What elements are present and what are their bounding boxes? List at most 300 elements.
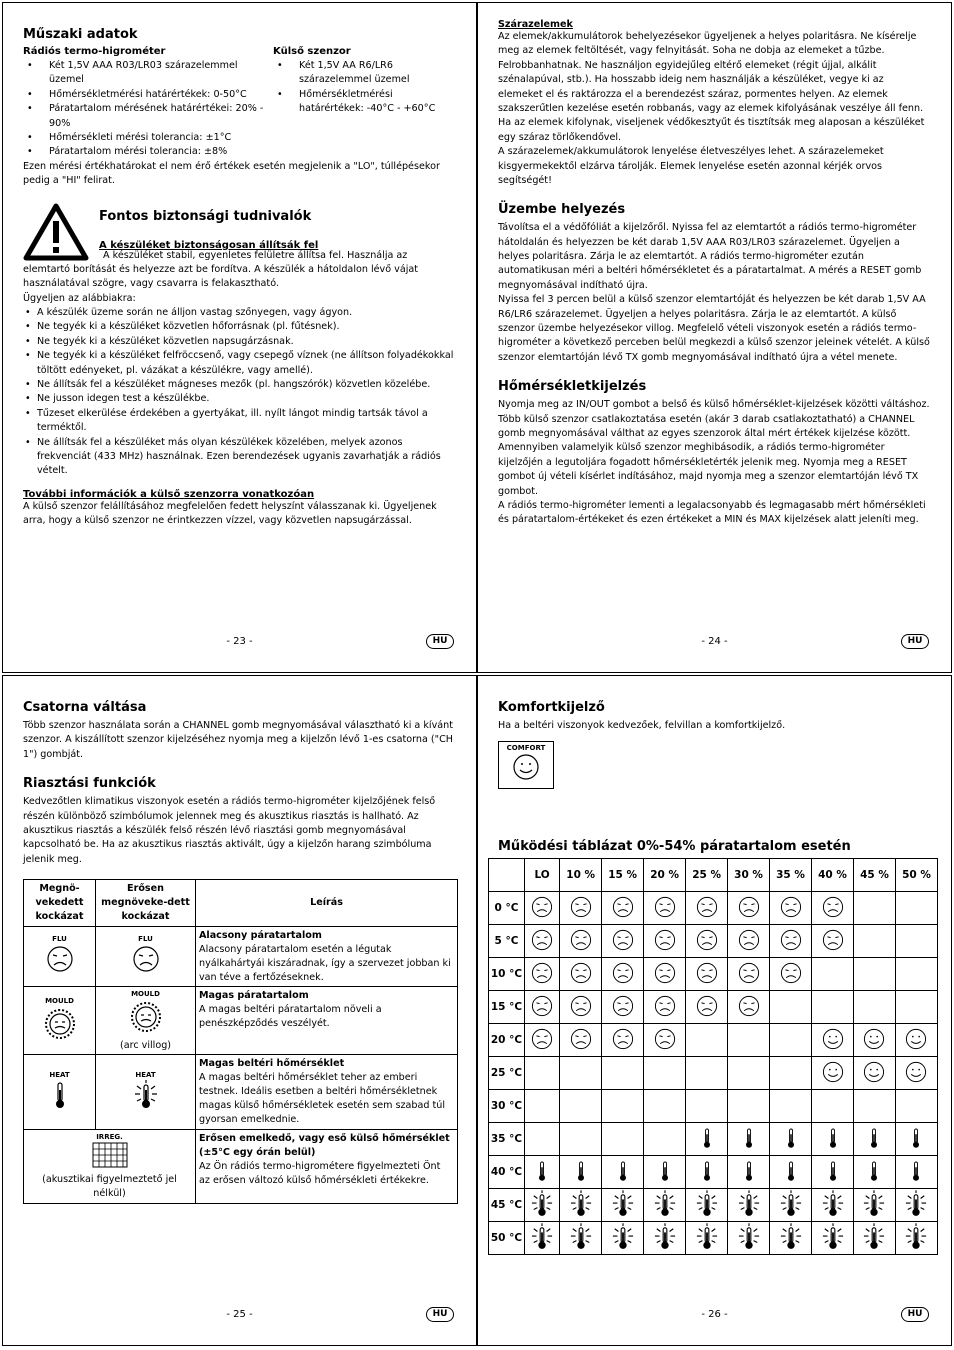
corner-cell xyxy=(489,859,525,892)
thermometer-icon xyxy=(48,1080,72,1110)
table-cell xyxy=(525,1024,560,1057)
table-cell xyxy=(644,1090,686,1123)
table-cell xyxy=(686,1222,728,1255)
list-item: • Két 1,5V AA R6/LR6 szárazelemmel üzemel xyxy=(273,59,456,88)
mould-note: (arc villog) xyxy=(119,1039,172,1051)
humidity-col-header: 25 % xyxy=(686,859,728,892)
thermometer-icon xyxy=(533,1158,551,1184)
row-text: Alacsony páratartalom esetén a légutak nyálkahártyái kiszáradnak, így a szervezet jobban ki van téve a fertőzéseknek. xyxy=(199,943,451,983)
alarm-table xyxy=(23,879,458,1204)
thermometer-rays-icon xyxy=(905,1223,927,1251)
flu-label: FLU xyxy=(138,935,153,944)
thermometer-icon xyxy=(698,1125,716,1151)
table-cell xyxy=(895,958,937,991)
list-item: • Ne tegyék ki a készüléket felfröccsenő, vagy csepegő víznek (ne állítson folyadékokkal töltött edényeket, pl. vázákat a készülékre, vagy amellé). xyxy=(23,349,456,378)
temperature-row-header: 30 °C xyxy=(489,1090,525,1123)
page-footer xyxy=(3,634,476,650)
row-title: Alacsony páratartalom xyxy=(199,929,322,941)
table-cell xyxy=(560,1057,602,1090)
comfort-label: COMFORT xyxy=(506,744,546,753)
receiver-specs xyxy=(23,46,267,160)
table-cell xyxy=(525,1189,560,1222)
table-cell xyxy=(602,1222,644,1255)
col-description: Leírás xyxy=(196,880,458,927)
row-text: A magas beltéri hőmérséklet teher az emberi testnek. Ideális esetben a beltéri hőmérsékletnek magas külső hőmérsékletek esetén sem szabad túl gyorsan emelkednie. xyxy=(199,1072,446,1126)
humidity-col-header: 40 % xyxy=(812,859,854,892)
thermometer-icon xyxy=(907,1158,925,1184)
table-cell xyxy=(602,1024,644,1057)
smiling-face-icon xyxy=(904,1060,928,1084)
thermometer-icon xyxy=(824,1158,842,1184)
sad-face-icon xyxy=(653,994,677,1018)
table-cell xyxy=(560,1090,602,1123)
table-row xyxy=(489,892,938,925)
safety-title: Fontos biztonsági tudnivalók xyxy=(99,208,312,224)
temperature-row-header: 0 °C xyxy=(489,892,525,925)
table-cell xyxy=(770,1090,812,1123)
thermometer-rays-icon xyxy=(822,1223,844,1251)
table-cell xyxy=(895,1057,937,1090)
sad-face-icon xyxy=(530,961,554,985)
thermometer-rays-icon xyxy=(531,1223,553,1251)
list-item: • Ne állítsák fel a készüléket mágneses mezők (pl. hangszórók) közvetlen közelébe. xyxy=(23,378,456,392)
batteries-subheading: Szárazelemek xyxy=(498,19,573,30)
page-number: - 24 - xyxy=(701,636,728,647)
table-cell xyxy=(686,958,728,991)
smiling-face-icon xyxy=(821,1027,845,1051)
sad-face-icon xyxy=(569,994,593,1018)
sad-face-icon xyxy=(530,994,554,1018)
grid-icon xyxy=(92,1142,128,1168)
irreg-note: (akusztikai figyelmeztető jel nélkül) xyxy=(42,1174,177,1199)
table-cell xyxy=(686,1057,728,1090)
sad-face-icon xyxy=(653,961,677,985)
table-cell xyxy=(644,991,686,1024)
temperature-row-header: 25 °C xyxy=(489,1057,525,1090)
table-cell xyxy=(812,1057,854,1090)
list-item: • A készülék üzeme során ne álljon vastag szőnyegen, vagy ágyon. xyxy=(23,306,456,320)
table-cell xyxy=(812,1156,854,1189)
table-cell xyxy=(560,1222,602,1255)
heat-label: HEAT xyxy=(135,1070,156,1079)
table-cell xyxy=(812,1024,854,1057)
table-cell xyxy=(644,1189,686,1222)
table-cell xyxy=(644,925,686,958)
receiver-spec-list xyxy=(23,59,267,160)
thermometer-icon xyxy=(614,1158,632,1184)
table-cell xyxy=(812,1189,854,1222)
startup-title: Üzembe helyezés xyxy=(498,202,626,218)
page-footer xyxy=(478,634,951,650)
startup-text-2: Nyissa fel 3 percen belül a külső szenzor elemtartóját és helyezzen be két darab 1,5V AA R6/LR6 szárazelemet. Ügyeljen a helyes polaritásra. Zárja le az elemtartót. A külső szenzor üzembe helyezésekor villog. Megfelelő vételi viszonyok esetén a rádiós termo-higrométer a következő perceben belül megkezdi a külső szenzor jeleinek vételét. A külső szenzor elemtartóján lévő TX gomb megnyomásával indítható újra a vétel menete. xyxy=(498,294,930,363)
thermometer-rays-icon xyxy=(696,1223,718,1251)
row-title: Magas páratartalom xyxy=(199,990,309,1002)
thermometer-icon xyxy=(740,1125,758,1151)
table-cell xyxy=(560,892,602,925)
temperature-text-2: Amennyiben valamelyik külső szenzor meghibásodik, a rádiós termo-higrométer kijelzőjén a legutoljára fogadott hőmérsékletérték jelenik meg. Nyomja meg a RESET gombot új vételi kísérlet indításához, majd nyomja meg a szenzor elemtartóján lévő TX gombot. xyxy=(498,442,919,497)
table-row xyxy=(489,925,938,958)
safety-subheading: A készüléket biztonságosan állítsák fel xyxy=(99,239,319,251)
table-cell xyxy=(770,1156,812,1189)
sad-face-icon xyxy=(821,928,845,952)
table-cell xyxy=(602,1123,644,1156)
sad-face-icon xyxy=(530,895,554,919)
sad-face-icon xyxy=(569,928,593,952)
humidity-col-header: 30 % xyxy=(728,859,770,892)
table-row xyxy=(489,1057,938,1090)
table-cell xyxy=(644,1222,686,1255)
sad-face-icon xyxy=(611,1027,635,1051)
table-cell xyxy=(525,1156,560,1189)
thermometer-icon xyxy=(782,1125,800,1151)
table-cell xyxy=(770,1057,812,1090)
list-item: • Ne tegyék ki a készüléket közvetlen napsugárzásnak. xyxy=(23,335,456,349)
table-cell xyxy=(525,925,560,958)
mould-label: MOULD xyxy=(131,990,160,999)
table-cell xyxy=(895,1024,937,1057)
table-cell xyxy=(812,892,854,925)
table-cell xyxy=(644,958,686,991)
sensor-specs-heading: Külső szenzor xyxy=(273,46,351,57)
table-cell xyxy=(644,892,686,925)
table-cell xyxy=(770,925,812,958)
spec-columns xyxy=(23,46,456,160)
list-item: • Két 1,5V AAA R03/LR03 szárazelemmel üzemel xyxy=(23,59,267,88)
table-cell xyxy=(770,1222,812,1255)
sad-face-icon xyxy=(737,895,761,919)
table-cell xyxy=(560,958,602,991)
page-footer xyxy=(478,1307,951,1323)
table-cell xyxy=(560,1024,602,1057)
table-cell xyxy=(728,991,770,1024)
table-cell xyxy=(728,1222,770,1255)
sad-face-icon xyxy=(695,994,719,1018)
table-cell xyxy=(728,1156,770,1189)
table-cell xyxy=(812,1090,854,1123)
table-cell xyxy=(686,1156,728,1189)
list-item: • Tűzeset elkerülése érdekében a gyertyákat, ill. nyílt lángot mindig tartsák távol a terméktől. xyxy=(23,407,456,436)
table-cell xyxy=(770,958,812,991)
table-cell xyxy=(728,958,770,991)
table-cell xyxy=(853,1222,895,1255)
table-cell xyxy=(895,1222,937,1255)
table-cell xyxy=(644,1156,686,1189)
humidity-col-header: 50 % xyxy=(895,859,937,892)
thermometer-icon xyxy=(656,1158,674,1184)
table-cell xyxy=(644,1123,686,1156)
comfort-indicator xyxy=(498,741,554,789)
table-cell xyxy=(853,1090,895,1123)
table-cell xyxy=(525,1222,560,1255)
thermometer-rays-icon xyxy=(531,1190,553,1218)
sensor-info-subheading: További információk a külső szenzorra vonatkozóan xyxy=(23,488,315,500)
table-cell xyxy=(853,925,895,958)
thermometer-rays-icon xyxy=(134,1080,158,1110)
humidity-col-header: LO xyxy=(525,859,560,892)
temperature-row-header: 20 °C xyxy=(489,1024,525,1057)
row-title: Erősen emelkedő, vagy eső külső hőmérséklet (±5°C egy órán belül) xyxy=(199,1132,450,1158)
sad-face-icon xyxy=(530,928,554,952)
thermometer-rays-icon xyxy=(570,1190,592,1218)
table-cell xyxy=(770,1123,812,1156)
table-cell xyxy=(812,925,854,958)
table-row xyxy=(489,1222,938,1255)
thermometer-rays-icon xyxy=(570,1223,592,1251)
table-row xyxy=(489,1024,938,1057)
temperature-row-header: 10 °C xyxy=(489,958,525,991)
list-item: • Hőmérsékletmérési határértékek: -40°C - +60°C xyxy=(273,88,456,117)
page-24 xyxy=(477,2,952,673)
comfort-text: Ha a beltéri viszonyok kedvezőek, felvillan a komfortkijelző. xyxy=(498,720,786,731)
sad-face-icon xyxy=(569,961,593,985)
sad-face-icon xyxy=(653,895,677,919)
table-row xyxy=(489,1123,938,1156)
thermometer-rays-icon xyxy=(780,1190,802,1218)
batteries-text-2: A szárazelemek/akkumulátorok lenyelése életveszélyes lehet. A szárazelemeket kisgyermekektől elzárva tárolják. Elemek lenyelése esetén azonnal kérjék orvos segítségét! xyxy=(498,146,884,186)
thermometer-rays-icon xyxy=(696,1190,718,1218)
thermometer-icon xyxy=(740,1158,758,1184)
sad-face-icon xyxy=(653,1027,677,1051)
thermometer-icon xyxy=(824,1125,842,1151)
operation-table-title: Működési táblázat 0%-54% páratartalom esetén xyxy=(498,839,851,855)
sensor-spec-list xyxy=(273,59,456,117)
temperature-title: Hőmérsékletkijelzés xyxy=(498,379,647,395)
temperature-row-header: 45 °C xyxy=(489,1189,525,1222)
page-number: - 23 - xyxy=(226,636,253,647)
sad-face-icon xyxy=(779,928,803,952)
table-cell xyxy=(525,1090,560,1123)
smiling-face-icon xyxy=(821,1060,845,1084)
thermometer-icon xyxy=(865,1158,883,1184)
sad-face-icon xyxy=(611,895,635,919)
sad-face-icon xyxy=(653,928,677,952)
table-cell xyxy=(895,892,937,925)
table-cell xyxy=(853,892,895,925)
sad-face-icon xyxy=(779,961,803,985)
table-cell xyxy=(602,892,644,925)
sad-face-icon xyxy=(695,895,719,919)
list-item: • Ne tegyék ki a készüléket közvetlen hőforrásnak (pl. fűtésnek). xyxy=(23,320,456,334)
humidity-col-header: 15 % xyxy=(602,859,644,892)
table-cell xyxy=(686,1024,728,1057)
table-cell xyxy=(770,1024,812,1057)
table-cell xyxy=(686,925,728,958)
table-cell xyxy=(602,1057,644,1090)
flu-label: FLU xyxy=(52,935,67,944)
table-cell xyxy=(853,1156,895,1189)
table-row xyxy=(489,958,938,991)
sad-face-icon xyxy=(569,1027,593,1051)
thermometer-rays-icon xyxy=(863,1190,885,1218)
table-row xyxy=(489,1156,938,1189)
thermometer-icon xyxy=(782,1158,800,1184)
table-cell xyxy=(853,991,895,1024)
language-badge: HU xyxy=(426,1307,454,1322)
table-cell xyxy=(812,1123,854,1156)
page-footer xyxy=(3,1307,476,1323)
sad-face-icon xyxy=(695,928,719,952)
receiver-specs-heading: Rádiós termo-higrométer xyxy=(23,46,166,57)
mould-label: MOULD xyxy=(45,997,74,1006)
list-item: • Ne jusson idegen test a készülékbe. xyxy=(23,392,456,406)
temperature-row-header: 35 °C xyxy=(489,1123,525,1156)
table-cell xyxy=(560,1189,602,1222)
temperature-row-header: 50 °C xyxy=(489,1222,525,1255)
alarm-title: Riasztási funkciók xyxy=(23,776,156,792)
table-cell xyxy=(602,958,644,991)
thermometer-rays-icon xyxy=(863,1223,885,1251)
table-cell xyxy=(895,1090,937,1123)
language-badge: HU xyxy=(901,1307,929,1322)
row-text: Az Ön rádiós termo-higrométere figyelmezteti Önt az erősen változó külső hőmérsékleti értékekre. xyxy=(199,1160,441,1186)
thermometer-rays-icon xyxy=(738,1223,760,1251)
thermometer-rays-icon xyxy=(654,1190,676,1218)
sad-face-icon xyxy=(779,895,803,919)
table-cell xyxy=(560,925,602,958)
sad-face-icon xyxy=(695,961,719,985)
list-item: • Ne állítsák fel a készüléket más olyan készülékek közelében, melyek azonos frekvenciát (433 MHz) használnak. Ezen berendezések ugyanis zavarhatják a rádiós vételt. xyxy=(23,436,456,479)
thermometer-icon xyxy=(865,1125,883,1151)
humidity-col-header: 20 % xyxy=(644,859,686,892)
table-cell xyxy=(602,925,644,958)
sad-face-icon xyxy=(611,928,635,952)
table-cell xyxy=(602,1189,644,1222)
mould-icon xyxy=(43,1007,77,1041)
table-row xyxy=(489,991,938,1024)
thermometer-rays-icon xyxy=(612,1223,634,1251)
thermometer-rays-icon xyxy=(905,1190,927,1218)
channel-title: Csatorna váltása xyxy=(23,700,147,715)
table-cell xyxy=(770,892,812,925)
thermometer-rays-icon xyxy=(822,1190,844,1218)
table-cell xyxy=(560,1123,602,1156)
sad-face-icon xyxy=(611,961,635,985)
col-high-risk: Erősen megnöveke-dett kockázat xyxy=(96,880,196,927)
table-cell xyxy=(728,1024,770,1057)
thermometer-rays-icon xyxy=(780,1223,802,1251)
operation-table xyxy=(488,858,938,1255)
table-cell xyxy=(728,925,770,958)
thermometer-icon xyxy=(698,1158,716,1184)
table-cell xyxy=(770,1189,812,1222)
thermometer-icon xyxy=(907,1125,925,1151)
table-cell xyxy=(525,958,560,991)
table-cell xyxy=(853,1024,895,1057)
temperature-row-header: 40 °C xyxy=(489,1156,525,1189)
table-cell xyxy=(525,991,560,1024)
smiling-face-icon xyxy=(511,752,541,782)
table-cell xyxy=(895,991,937,1024)
table-cell xyxy=(812,991,854,1024)
table-row xyxy=(489,1189,938,1222)
heat-label: HEAT xyxy=(49,1070,70,1079)
table-cell xyxy=(644,1057,686,1090)
sad-face-icon xyxy=(530,1027,554,1051)
table-cell xyxy=(686,1189,728,1222)
technical-data-title: Műszaki adatok xyxy=(23,27,138,42)
table-cell xyxy=(895,1189,937,1222)
row-title: Magas beltéri hőmérséklet xyxy=(199,1058,345,1070)
alarm-row-mould xyxy=(24,987,458,1055)
humidity-col-header: 45 % xyxy=(853,859,895,892)
limits-text: Ezen mérési értékhatárokat el nem érő értékek esetén megjelenik a "LO", túllépésekor pedig a "HI" felirat. xyxy=(23,160,440,187)
sad-face-icon xyxy=(737,994,761,1018)
page-number: - 26 - xyxy=(701,1309,728,1320)
temperature-text-3: A rádiós termo-higrométer lementi a legalacsonyabb és legmagasabb mért hőmérsékleti és páratartalom-értékeket és ezen értékeket a MIN és MAX kijelzések alatt jeleníti meg. xyxy=(498,499,926,526)
batteries-text-1: Az elemek/akkumulátorok behelyezésekor ügyeljenek a helyes polaritásra. Ne kísérelje meg az elemek feltöltését, vagy felnyitását. Soha ne dobja az elemeket a tűzbe. Felrobbanhatnak. Ne használjon egyidejűleg eltérő elemeket (régit újjal, alkálit szénalapúval, stb.). Ha hosszabb ideig nem használják a készüléket, vegye ki az elemeket el és raktározza el a berendezést száraz, pormentes helyen. Az elemek szakszerűtlen kezelése esetén robbanás, vagy az elemek kifolyásának veszélye áll fenn. Ha az elemek kifolynak, viseljenek védőkesztyűt és tisztítsák meg alaposan a készüléket egy száraz törlőkendővel. xyxy=(498,31,925,143)
alarm-text: Kedvezőtlen klimatikus viszonyok esetén a rádiós termo-higrométer kijelzőjének felső részén különböző szimbólumok jelennek meg és akusztikus riasztás is hallható. Az akusztikus riasztás a készülék felső részén lévő riasztási gomb megnyomásával kapcsolható be. Ha az akusztikus riasztás aktivált, úgy a kijelzőn harang szimbóluma jelenik meg. xyxy=(23,796,436,865)
table-cell xyxy=(560,991,602,1024)
irreg-label: IRREG. xyxy=(96,1132,123,1141)
table-cell xyxy=(812,958,854,991)
table-cell xyxy=(602,1156,644,1189)
humidity-col-header: 10 % xyxy=(560,859,602,892)
smiling-face-icon xyxy=(862,1027,886,1051)
table-cell xyxy=(895,1123,937,1156)
list-item: • Páratartalom mérési tolerancia: ±8% xyxy=(23,145,267,159)
table-cell xyxy=(895,925,937,958)
table-cell xyxy=(686,1123,728,1156)
temperature-row-header: 5 °C xyxy=(489,925,525,958)
comfort-title: Komfortkijelző xyxy=(498,700,605,715)
alarm-row-flu xyxy=(24,926,458,987)
safety-list xyxy=(23,306,456,479)
sensor-info-text: A külső szenzor felállításához megfelelően fedett helyszínt válasszanak ki. Ügyeljenek arra, hogy a külső szenzor ne érintkezzen vízzel, vagy közvetlen napsugárzással. xyxy=(23,500,437,527)
table-cell xyxy=(525,1057,560,1090)
warning-triangle-icon xyxy=(23,203,89,261)
sad-face-icon xyxy=(737,961,761,985)
language-badge: HU xyxy=(901,634,929,649)
table-cell xyxy=(728,1123,770,1156)
page-23 xyxy=(2,2,477,673)
thermometer-rays-icon xyxy=(612,1190,634,1218)
frowning-face-icon xyxy=(131,944,161,974)
language-badge: HU xyxy=(426,634,454,649)
table-cell xyxy=(728,1057,770,1090)
sad-face-icon xyxy=(45,944,75,974)
thermometer-rays-icon xyxy=(738,1190,760,1218)
temperature-text-1: Nyomja meg az IN/OUT gombot a belső és külső hőmérséklet-kijelzések közötti váltáshoz. Több külső szenzor csatlakoztatása esetén (akár 3 darab csatlakoztatható) a CHANNEL gomb megnyomásával válthat az egyes szenzorok által mért értékek kijelzése között. xyxy=(498,399,930,439)
sad-face-icon xyxy=(569,895,593,919)
table-cell xyxy=(770,991,812,1024)
humidity-col-header: 35 % xyxy=(770,859,812,892)
table-cell xyxy=(560,1156,602,1189)
list-item: • Hőmérsékletmérési határértékek: 0-50°C xyxy=(23,88,267,102)
page-number: - 25 - xyxy=(226,1309,253,1320)
smiling-face-icon xyxy=(862,1060,886,1084)
temperature-row-header: 15 °C xyxy=(489,991,525,1024)
alarm-row-irregular xyxy=(24,1129,458,1203)
col-increased-risk: Megnö-vekedett kockázat xyxy=(24,880,96,927)
table-cell xyxy=(728,1189,770,1222)
sad-face-icon xyxy=(611,994,635,1018)
list-item: • Páratartalom mérésének határértékei: 20% - 90% xyxy=(23,102,267,131)
row-text: A magas beltéri páratartalom növeli a penészképződés veszélyét. xyxy=(199,1004,382,1030)
table-cell xyxy=(895,1156,937,1189)
sensor-specs xyxy=(273,46,456,160)
sad-face-icon xyxy=(821,895,845,919)
table-cell xyxy=(602,991,644,1024)
channel-text: Több szenzor használata során a CHANNEL gomb megnyomásával választható ki a kívánt szenzor. A kiszállított szenzor kijelzéséhez nyomja meg a kijelzőn lévő 1-es csatorna ("CH 1") gombját. xyxy=(23,720,453,760)
page-25 xyxy=(2,675,477,1346)
table-cell xyxy=(853,1189,895,1222)
safety-note: Ügyeljen az alábbiakra: xyxy=(23,292,136,304)
mould-icon xyxy=(129,1000,163,1034)
thermometer-rays-icon xyxy=(654,1223,676,1251)
table-cell xyxy=(686,991,728,1024)
table-cell xyxy=(525,1123,560,1156)
smiling-face-icon xyxy=(904,1027,928,1051)
